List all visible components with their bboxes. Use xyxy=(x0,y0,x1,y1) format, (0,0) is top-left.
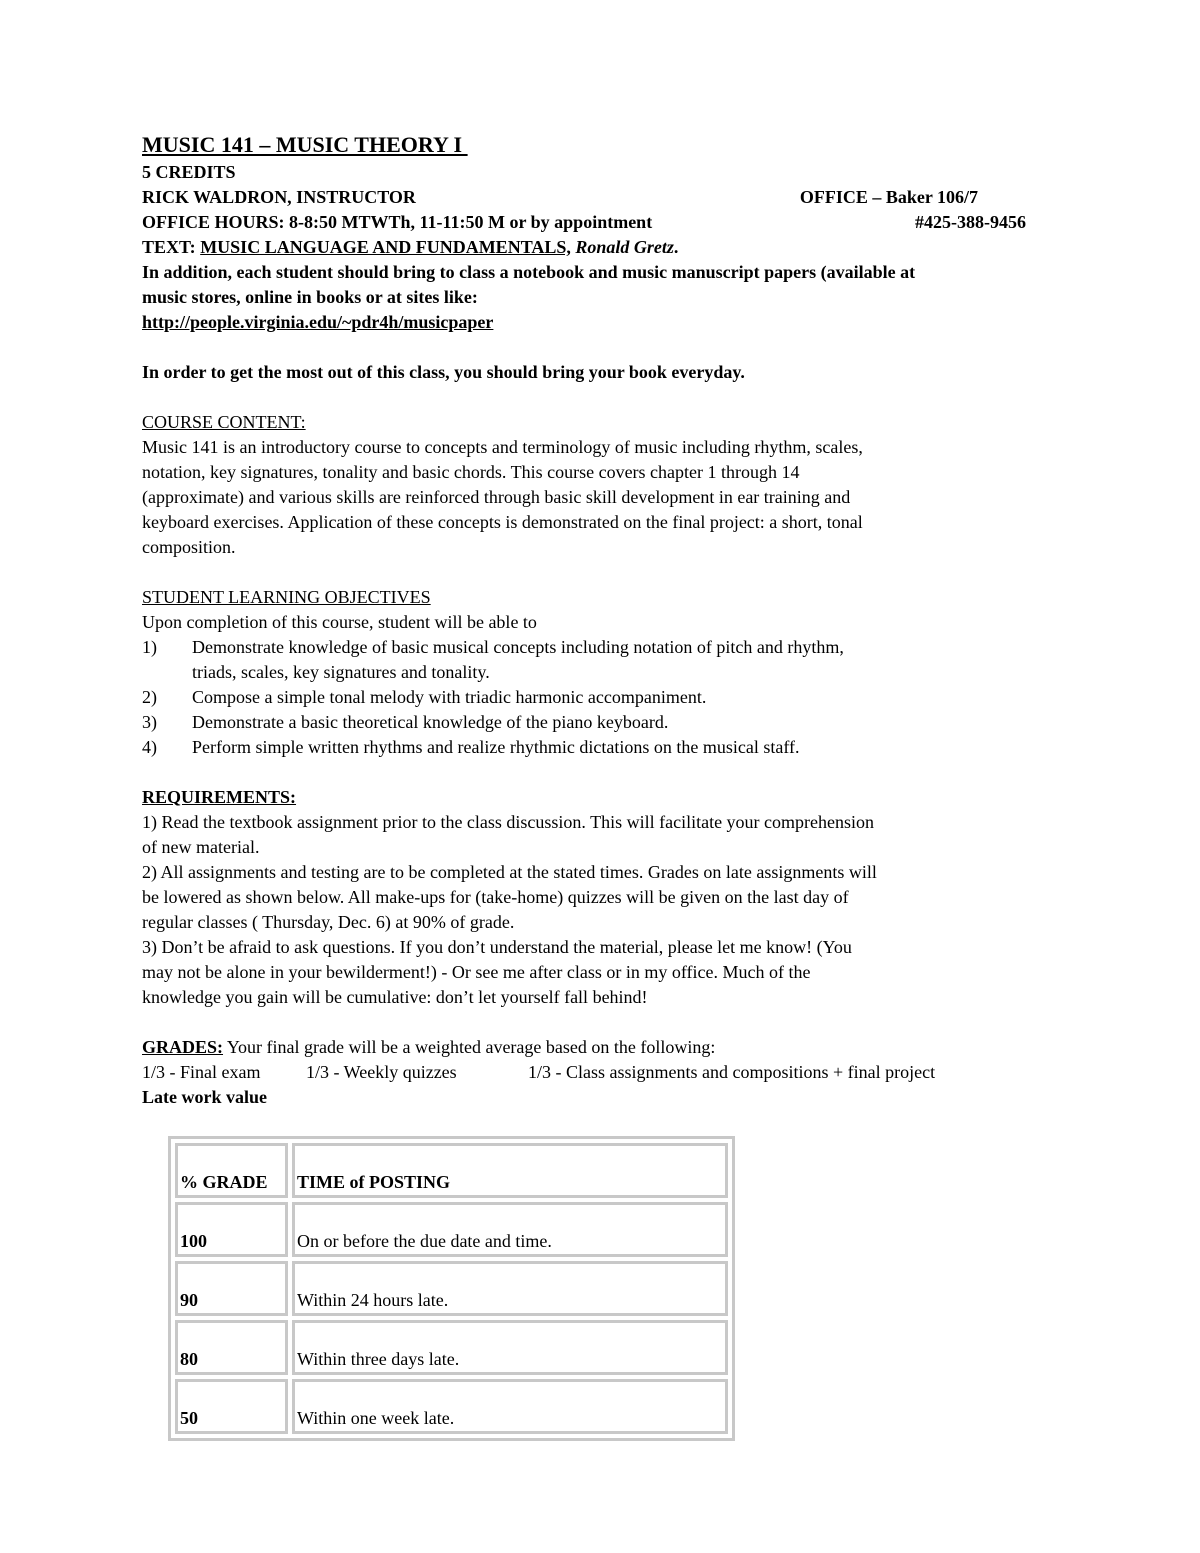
objective-number: 1) xyxy=(142,637,157,657)
objectives-heading: STUDENT LEARNING OBJECTIVES xyxy=(142,587,431,607)
posting-time: Within three days late. xyxy=(292,1320,728,1375)
credits: 5 CREDITS xyxy=(142,162,236,182)
course-title: MUSIC 141 – MUSIC THEORY I xyxy=(142,132,468,157)
book-note: In order to get the most out of this class, you should bring your book everyday. xyxy=(142,362,745,382)
objective-item xyxy=(142,710,1082,735)
addition-line-1: In addition, each student should bring to class a notebook and music manuscript papers (available at xyxy=(142,262,916,282)
manuscript-paper-link[interactable]: http://people.virginia.edu/~pdr4h/musicpaper xyxy=(142,312,494,332)
objective-number: 2) xyxy=(142,687,157,707)
textbook-title: MUSIC LANGUAGE AND FUNDAMENTALS, xyxy=(200,237,571,257)
objectives-intro: Upon completion of this course, student will be able to xyxy=(142,612,537,632)
objective-text: Compose a simple tonal melody with triadic harmonic accompaniment. xyxy=(192,687,707,707)
paragraph-line: (approximate) and various skills are reinforced through basic skill development in ear training and xyxy=(142,487,851,507)
paragraph-line: keyboard exercises. Application of these concepts is demonstrated on the final project: a short, tonal xyxy=(142,512,863,532)
table-header-row xyxy=(175,1143,728,1198)
grade-percent: 50 xyxy=(175,1379,288,1434)
paragraph-line: 1) Read the textbook assignment prior to the class discussion. This will facilitate your comprehension xyxy=(142,812,875,832)
objective-number: 4) xyxy=(142,737,157,757)
instructor-row xyxy=(142,185,1026,210)
addition-line-2: music stores, online in books or at sites like: xyxy=(142,287,478,307)
grades-description: Your final grade will be a weighted average based on the following: xyxy=(223,1037,716,1057)
table-row xyxy=(175,1320,728,1375)
objective-item-continued xyxy=(142,660,1082,685)
grade-percent: 80 xyxy=(175,1320,288,1375)
paragraph-line: be lowered as shown below. All make-ups for (take-home) quizzes will be given on the last day of xyxy=(142,887,849,907)
grade-percent: 100 xyxy=(175,1202,288,1257)
column-header: % GRADE xyxy=(175,1143,288,1198)
objective-text: Demonstrate a basic theoretical knowledge of the piano keyboard. xyxy=(192,712,669,732)
grades-heading: GRADES: xyxy=(142,1037,224,1057)
late-work-table xyxy=(168,1136,735,1441)
paragraph-line: composition. xyxy=(142,537,236,557)
table-row xyxy=(175,1379,728,1434)
office-hours: OFFICE HOURS: 8-8:50 MTWTh, 11-11:50 M or by appointment xyxy=(142,212,653,232)
posting-time: Within one week late. xyxy=(292,1379,728,1434)
requirements-heading: REQUIREMENTS: xyxy=(142,787,297,807)
course-content-heading: COURSE CONTENT: xyxy=(142,412,306,432)
objective-text: Perform simple written rhythms and realize rhythmic dictations on the musical staff. xyxy=(192,737,800,757)
grade-part: 1/3 - Final exam xyxy=(142,1062,261,1082)
posting-time: Within 24 hours late. xyxy=(292,1261,728,1316)
paragraph-line: may not be alone in your bewilderment!) - Or see me after class or in my office. Much of the xyxy=(142,962,811,982)
paragraph-line: Music 141 is an introductory course to concepts and terminology of music including rhythm, scales, xyxy=(142,437,863,457)
table-row xyxy=(175,1261,728,1316)
paragraph-line: notation, key signatures, tonality and basic chords. This course covers chapter 1 through 14 xyxy=(142,462,800,482)
textbook-end: . xyxy=(673,237,679,257)
paragraph-line: 2) All assignments and testing are to be completed at the stated times. Grades on late assignments will xyxy=(142,862,877,882)
table-row xyxy=(175,1202,728,1257)
column-header: TIME of POSTING xyxy=(292,1143,728,1198)
textbook-author: Ronald Gretz xyxy=(575,237,674,257)
grades-intro xyxy=(142,1035,1082,1060)
phone-number: #425-388-9456 xyxy=(915,212,1026,232)
objective-number: 3) xyxy=(142,712,157,732)
paragraph-line: regular classes ( Thursday, Dec. 6) at 90% of grade. xyxy=(142,912,515,932)
paragraph-line: 3) Don’t be afraid to ask questions. If you don’t understand the material, please let me know! (You xyxy=(142,937,852,957)
objective-item xyxy=(142,635,1082,660)
course-content-body xyxy=(142,435,1082,560)
textbook-line xyxy=(142,235,1082,260)
syllabus-page xyxy=(142,130,1082,1110)
late-work-label: Late work value xyxy=(142,1087,267,1107)
objective-item xyxy=(142,735,1082,760)
instructor: RICK WALDRON, INSTRUCTOR xyxy=(142,187,416,207)
textbook-label: TEXT: xyxy=(142,237,201,257)
grade-percent: 90 xyxy=(175,1261,288,1316)
objective-text: triads, scales, key signatures and tonality. xyxy=(192,662,490,682)
grade-part: 1/3 - Weekly quizzes xyxy=(306,1062,457,1082)
objective-text: Demonstrate knowledge of basic musical concepts including notation of pitch and rhythm, xyxy=(192,637,844,657)
paragraph-line: of new material. xyxy=(142,837,260,857)
grade-weights xyxy=(142,1060,1082,1085)
office-hours-row xyxy=(142,210,1026,235)
grade-part: 1/3 - Class assignments and compositions + final project xyxy=(528,1062,936,1082)
posting-time: On or before the due date and time. xyxy=(292,1202,728,1257)
office-location: OFFICE – Baker 106/7 xyxy=(799,187,978,207)
paragraph-line: knowledge you gain will be cumulative: don’t let yourself fall behind! xyxy=(142,987,648,1007)
objective-item xyxy=(142,685,1082,710)
